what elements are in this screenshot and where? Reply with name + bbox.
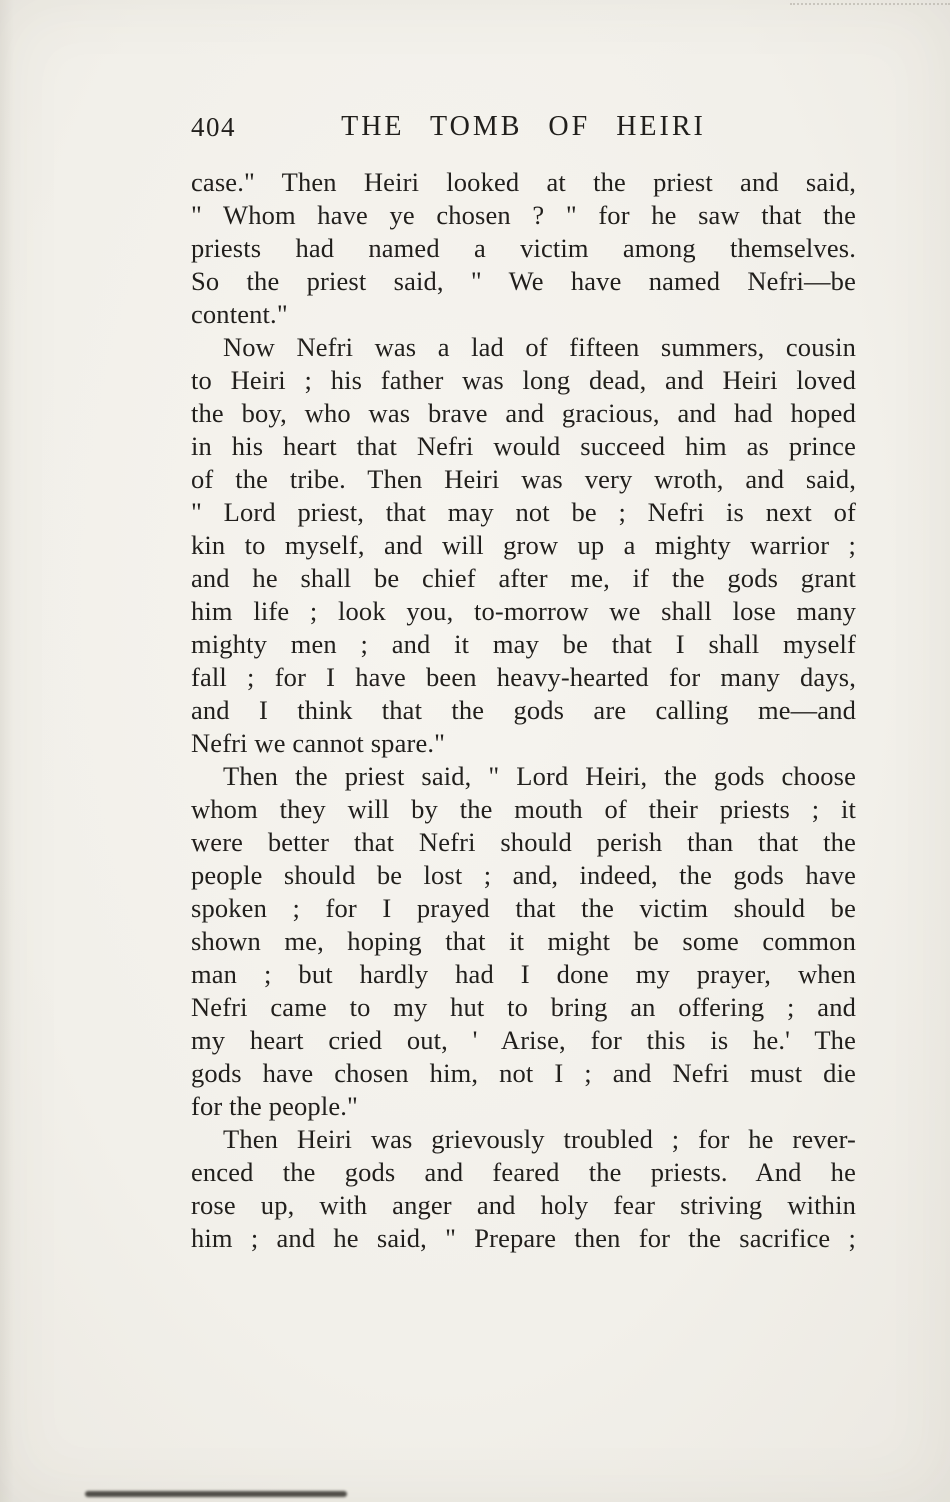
- text-line: Then Heiri was grievously troubled ; for he rever-: [223, 1124, 856, 1154]
- text-line: for the people.": [191, 1091, 359, 1121]
- running-title: THE TOMB OF HEIRI: [341, 111, 706, 142]
- paragraph: [191, 760, 856, 1123]
- text-line: kin to myself, and will grow up a mighty warrior ;: [191, 530, 856, 560]
- page-header: [191, 111, 856, 143]
- text-line: " Whom have ye chosen ? " for he saw that the: [191, 200, 856, 230]
- text-line: the boy, who was brave and gracious, and had hoped: [191, 398, 856, 428]
- scan-edge-shading: [0, 0, 14, 1502]
- scan-artifact-top-right: [790, 3, 950, 8]
- text-line: were better that Nefri should perish than that the: [191, 827, 856, 857]
- paragraph: [191, 166, 856, 331]
- text-line: him life ; look you, to-morrow we shall lose many: [191, 596, 856, 626]
- text-line: man ; but hardly had I done my prayer, when: [191, 959, 856, 989]
- text-block: [191, 166, 856, 1255]
- paragraph: [191, 331, 856, 760]
- scan-artifact-bottom-left: [85, 1491, 347, 1497]
- text-line: case." Then Heiri looked at the priest and said,: [191, 167, 856, 197]
- text-line: So the priest said, " We have named Nefri—be: [191, 266, 856, 296]
- text-line: him ; and he said, " Prepare then for the sacrifice ;: [191, 1223, 856, 1253]
- text-line: whom they will by the mouth of their priests ; it: [191, 794, 856, 824]
- text-line: spoken ; for I prayed that the victim should be: [191, 893, 856, 923]
- text-line: mighty men ; and it may be that I shall myself: [191, 629, 856, 659]
- text-line: Now Nefri was a lad of fifteen summers, cousin: [223, 332, 856, 362]
- text-line: shown me, hoping that it might be some common: [191, 926, 856, 956]
- text-line: my heart cried out, ' Arise, for this is he.' The: [191, 1025, 856, 1055]
- text-line: and I think that the gods are calling me—and: [191, 695, 856, 725]
- text-line: in his heart that Nefri would succeed him as prince: [191, 431, 856, 461]
- text-line: fall ; for I have been heavy-hearted for many days,: [191, 662, 856, 692]
- text-line: gods have chosen him, not I ; and Nefri must die: [191, 1058, 856, 1088]
- text-line: and he shall be chief after me, if the gods grant: [191, 563, 856, 593]
- text-line: Then the priest said, " Lord Heiri, the gods choose: [223, 761, 856, 791]
- text-line: priests had named a victim among themselves.: [191, 233, 856, 263]
- text-line: people should be lost ; and, indeed, the gods have: [191, 860, 856, 890]
- page-number: 404: [191, 112, 236, 142]
- text-line: to Heiri ; his father was long dead, and Heiri loved: [191, 365, 856, 395]
- text-line: " Lord priest, that may not be ; Nefri is next of: [191, 497, 856, 527]
- text-line: of the tribe. Then Heiri was very wroth, and said,: [191, 464, 856, 494]
- text-line: Nefri came to my hut to bring an offering ; and: [191, 992, 856, 1022]
- text-line: enced the gods and feared the priests. And he: [191, 1157, 856, 1187]
- text-line: Nefri we cannot spare.": [191, 728, 446, 758]
- page-content: [191, 111, 856, 1255]
- paragraph: [191, 1123, 856, 1255]
- text-line: content.": [191, 299, 288, 329]
- text-line: rose up, with anger and holy fear striving within: [191, 1190, 856, 1220]
